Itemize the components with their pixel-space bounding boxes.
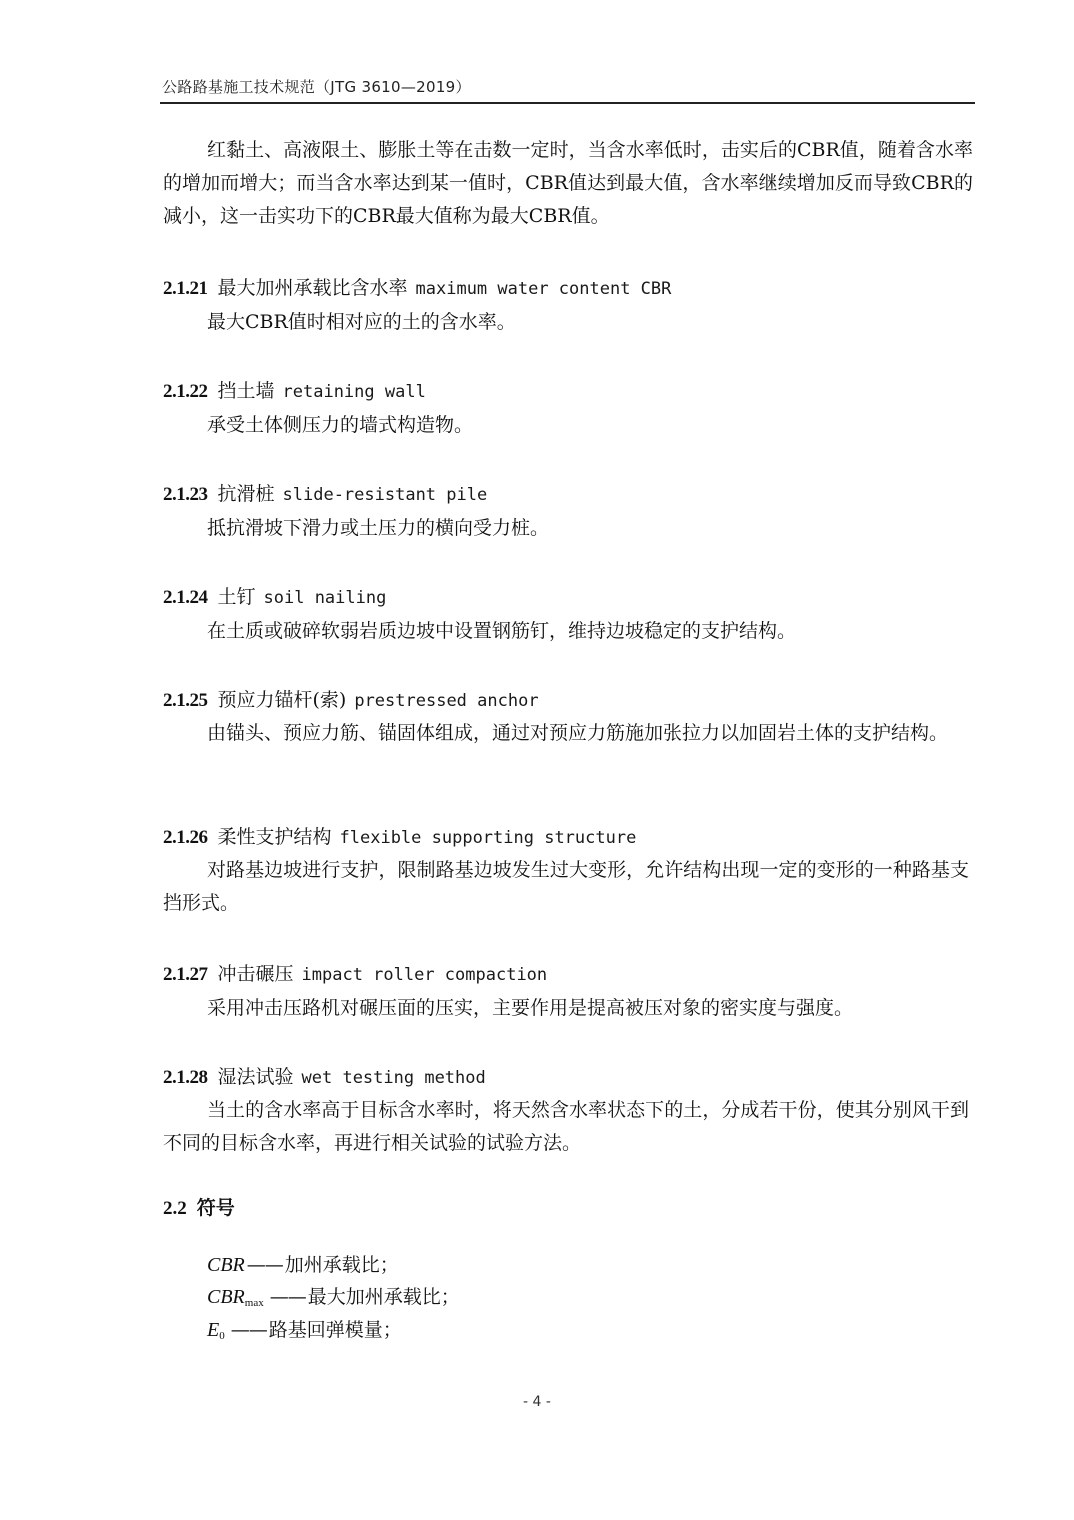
term-definition: 对路基边坡进行支护，限制路基边坡发生过大变形，允许结构出现一定的变形的一种路基支挡形式。 [163,859,969,914]
term-en: soil nailing [263,588,387,608]
term-number: 2.1.22 [163,381,208,402]
term-heading-2-1-23 [163,482,487,507]
term-zh: 挡土墙 [217,380,275,402]
term-zh: 抗滑桩 [217,483,275,505]
term-en: slide-resistant pile [282,485,488,505]
term-heading-2-1-28 [163,1065,486,1090]
symbol-meaning: 路基回弹模量； [268,1319,402,1341]
symbol-meaning: 加州承载比； [284,1254,399,1276]
term-en: impact roller compaction [301,965,548,985]
section-heading-symbols [163,1196,235,1221]
term-heading-2-1-24 [163,585,386,610]
term-definition: 采用冲击压路机对碾压面的压实，主要作用是提高被压对象的密实度与强度。 [207,997,854,1019]
term-en: retaining wall [282,382,426,402]
term-number: 2.1.26 [163,827,208,848]
section-number: 2.2 [163,1198,187,1219]
term-heading-2-1-27 [163,962,547,987]
term-zh: 柔性支护结构 [217,826,332,848]
document-title: 公路路基施工技术规范（JTG 3610—2019） [162,78,471,96]
term-number: 2.1.24 [163,587,208,608]
term-en: flexible supporting structure [339,828,637,848]
intro-paragraph: 红黏土、高液限土、膨胀土等在击数一定时，当含水率低时，击实后的CBR值，随着含水率的增加而增大；而当含水率达到某一值时，CBR值达到最大值，含水率继续增加反而导致CBR的减小，这一击实功下的CBR最大值称为最大CBR值。 [163,139,973,227]
running-header [160,76,975,104]
term-heading-2-1-21 [163,276,671,301]
symbol-dash: —— [246,1254,283,1276]
term-definition: 由锚头、预应力筋、锚固体组成，通过对预应力筋施加张拉力以加固岩土体的支护结构。 [207,722,949,744]
symbol-entry-e0 [207,1318,402,1348]
symbol-dash: —— [269,1286,306,1308]
symbol-entry-cbr [207,1253,399,1277]
page-number: - 4 - [523,1394,551,1410]
section-title: 符号 [196,1197,235,1219]
term-en: wet testing method [301,1068,486,1088]
term-definition: 抵抗滑坡下滑力或土压力的横向受力桩。 [207,517,550,539]
term-number: 2.1.21 [163,278,208,299]
symbol-meaning: 最大加州承载比； [307,1286,460,1308]
symbol-name: CBR [207,1254,245,1276]
symbol-subscript: max [244,1297,264,1309]
term-definition: 最大CBR值时相对应的土的含水率。 [207,311,516,333]
term-definition: 当土的含水率高于目标含水率时，将天然含水率状态下的土，分成若干份，使其分别风干到不同的目标含水率，再进行相关试验的试验方法。 [163,1099,969,1154]
term-zh: 冲击碾压 [217,963,294,985]
term-definition: 承受土体侧压力的墙式构造物。 [207,414,474,436]
term-heading-2-1-22 [163,379,426,404]
symbol-name: E [207,1319,220,1341]
symbol-subscript: 0 [219,1330,225,1342]
symbol-entry-cbr-max [207,1285,460,1315]
term-number: 2.1.27 [163,964,208,985]
term-number: 2.1.23 [163,484,208,505]
term-number: 2.1.28 [163,1067,208,1088]
symbol-dash: —— [230,1319,267,1341]
term-zh: 土钉 [217,586,256,608]
term-heading-2-1-25 [163,688,539,713]
term-zh: 湿法试验 [217,1066,294,1088]
term-en: maximum water content CBR [415,279,672,299]
term-zh: 预应力锚杆(索) [217,689,347,711]
term-en: prestressed anchor [354,691,539,711]
term-number: 2.1.25 [163,690,208,711]
term-heading-2-1-26 [163,825,636,850]
symbol-name: CBR [207,1286,245,1308]
term-zh: 最大加州承载比含水率 [217,277,408,299]
term-definition: 在土质或破碎软弱岩质边坡中设置钢筋钉，维持边坡稳定的支护结构。 [207,620,797,642]
